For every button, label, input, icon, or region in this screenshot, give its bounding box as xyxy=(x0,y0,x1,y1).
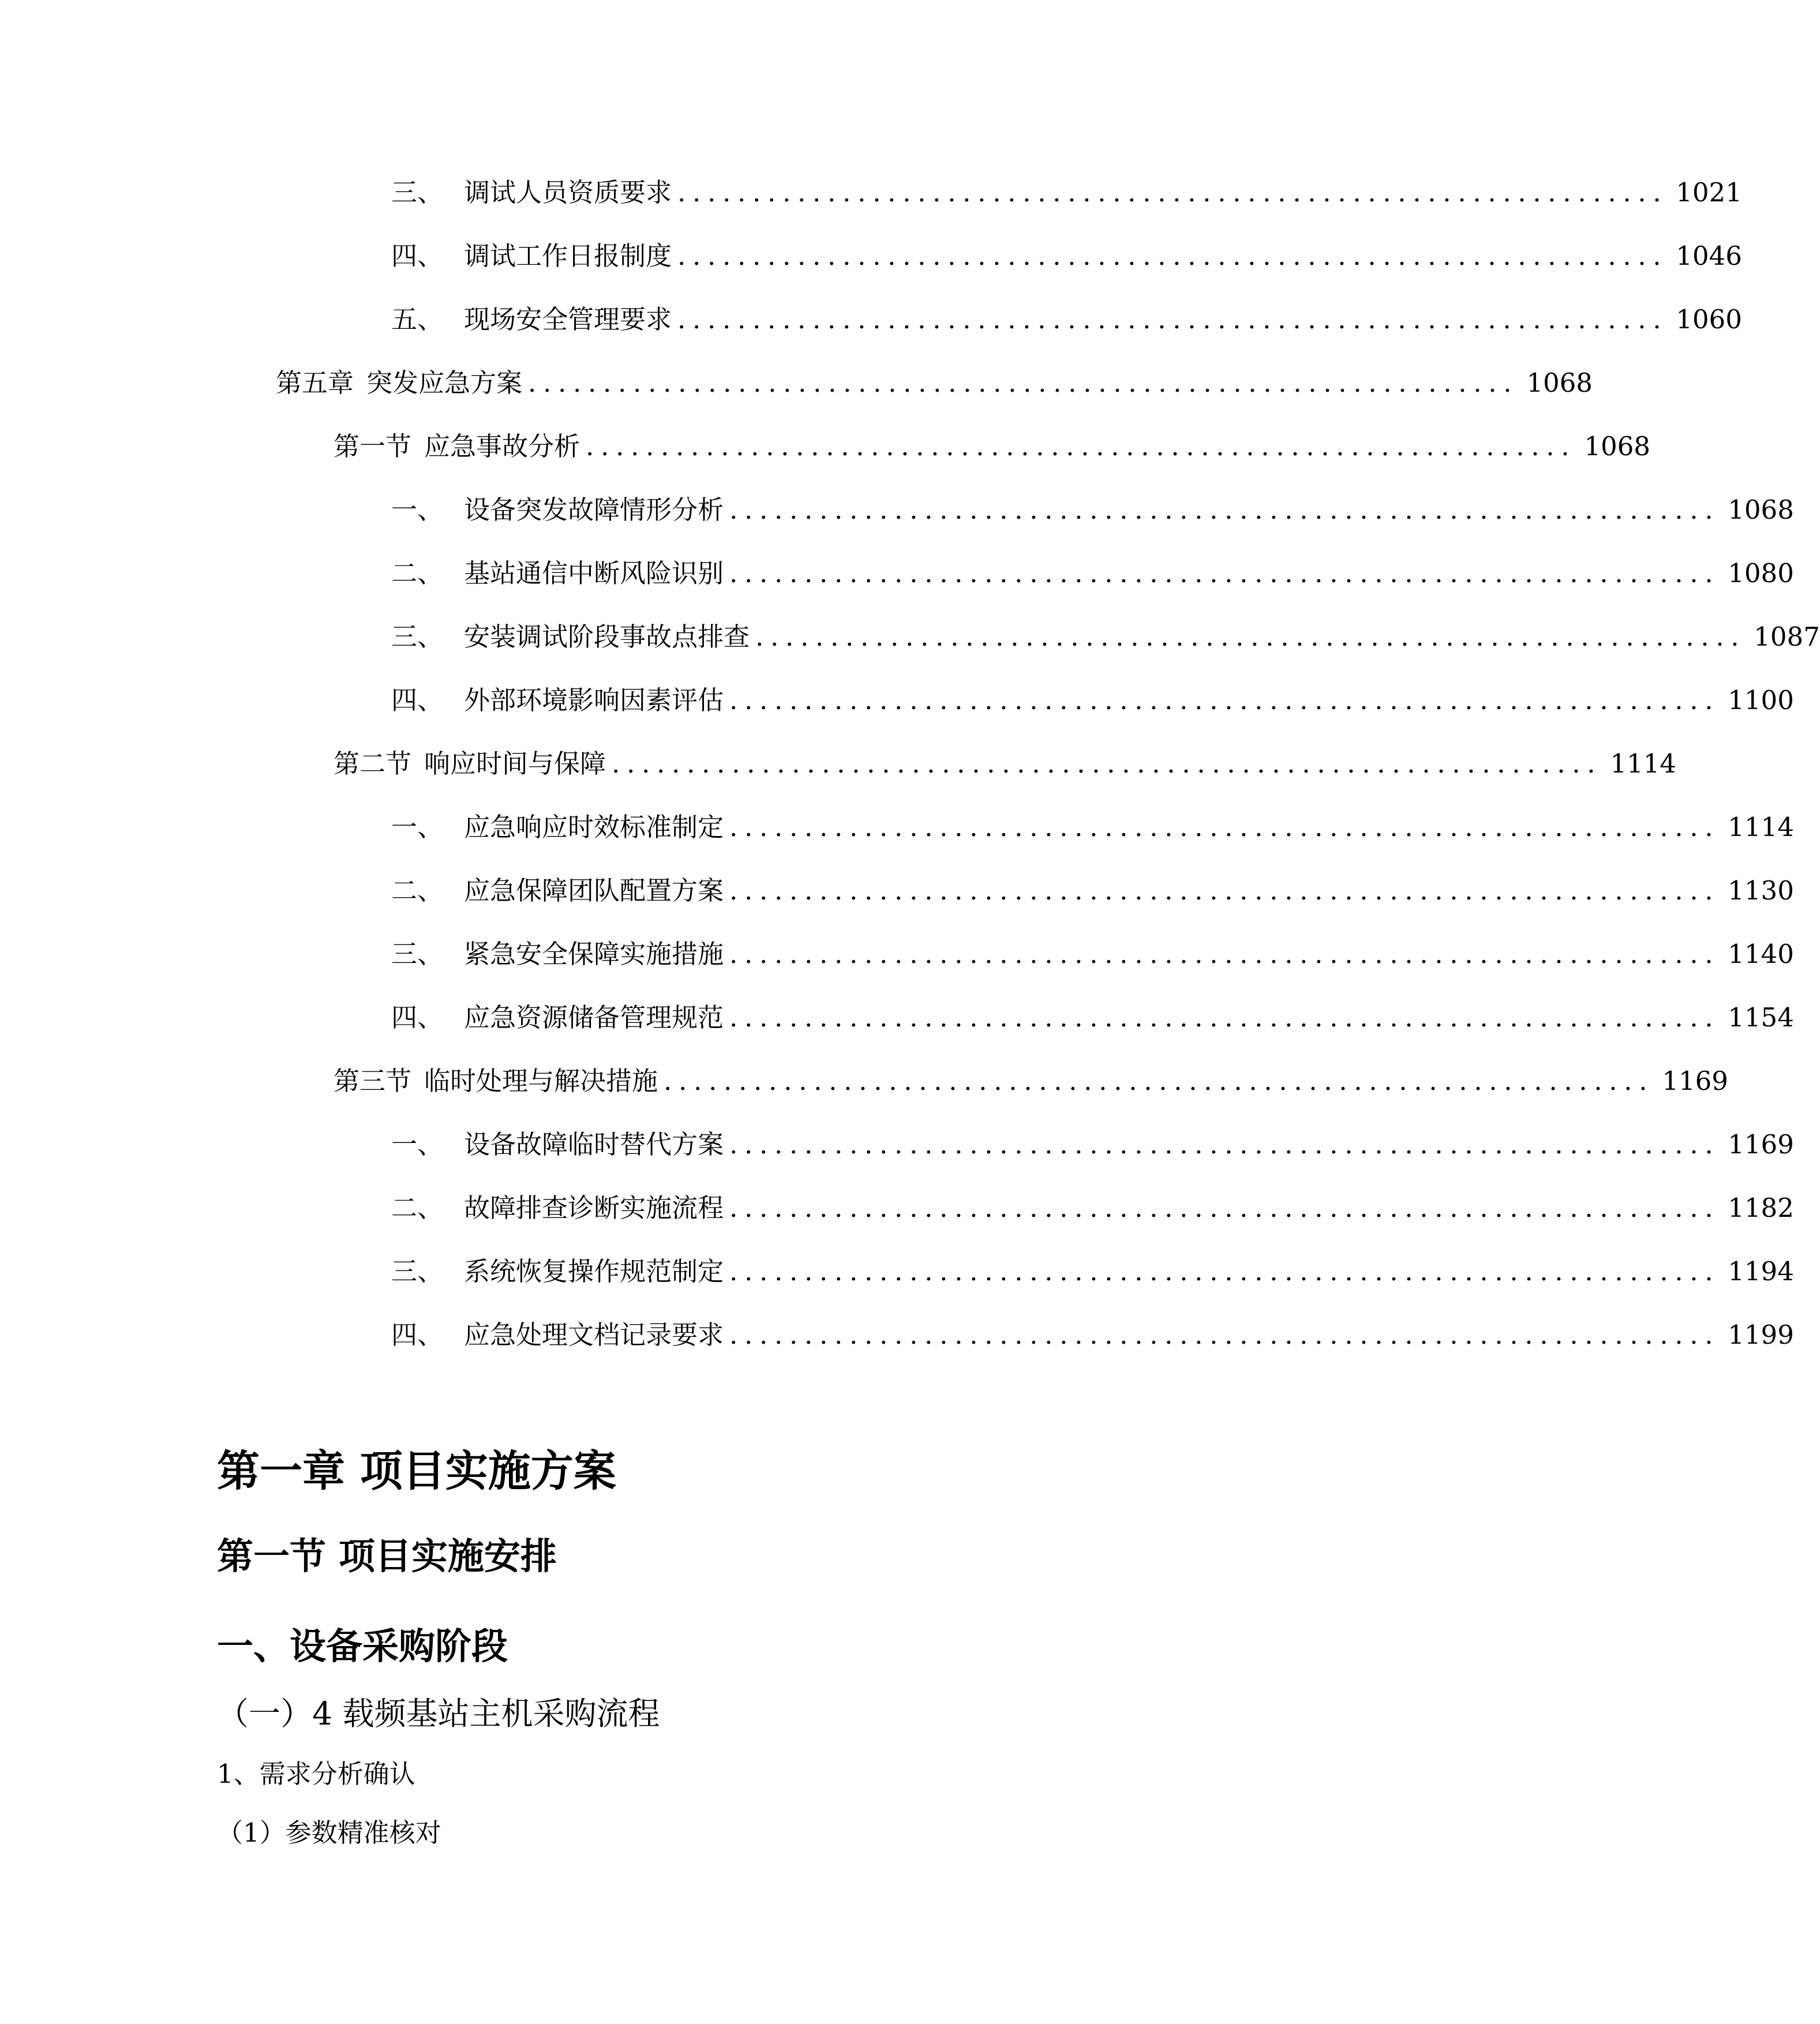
toc-entry-title: 设备故障临时替代方案 xyxy=(464,1129,724,1160)
toc-entry-page: 1068 xyxy=(1584,431,1650,462)
toc-dot-leader: .................................................................. xyxy=(586,431,1576,462)
toc-entry-number: 四、 xyxy=(391,1002,444,1033)
toc-entry-page: 1140 xyxy=(1728,939,1794,969)
toc-entry-title: 调试工作日报制度 xyxy=(464,241,672,271)
toc-entry-page: 1199 xyxy=(1728,1320,1794,1350)
toc-dot-leader: .................................................................. xyxy=(729,1320,1720,1350)
toc-entry-section[interactable] xyxy=(334,429,1650,464)
toc-entry-title: 安装调试阶段事故点排查 xyxy=(464,621,750,652)
toc-entry-chapter[interactable] xyxy=(276,366,1593,400)
toc-dot-leader: .................................................................. xyxy=(677,241,1668,271)
toc-entry-page: 1068 xyxy=(1526,368,1593,398)
toc-dot-leader: .................................................................. xyxy=(755,621,1746,652)
toc-entry-title: 系统恢复操作规范制定 xyxy=(464,1256,724,1287)
toc-dot-leader: .................................................................. xyxy=(729,1193,1720,1223)
toc-entry-number: 第五章 xyxy=(276,368,354,398)
toc-entry-title: 设备突发故障情形分析 xyxy=(464,494,724,525)
chapter-heading: 第一章 项目实施方案 xyxy=(217,1446,616,1496)
toc-dot-leader: .................................................................. xyxy=(677,304,1668,335)
toc-entry-section[interactable] xyxy=(334,747,1676,781)
toc-entry-title: 基站通信中断风险识别 xyxy=(464,558,724,589)
toc-entry-page: 1046 xyxy=(1676,241,1742,271)
toc-entry-number: 第三节 xyxy=(334,1066,412,1096)
toc-entry-page: 1080 xyxy=(1728,558,1794,589)
toc-entry-number: 四、 xyxy=(391,241,444,271)
toc-entry-number: 二、 xyxy=(391,558,444,589)
subsection-heading: 一、设备采购阶段 xyxy=(217,1625,508,1667)
toc-entry-title: 应急处理文档记录要求 xyxy=(464,1320,724,1350)
toc-entry-title: 应急事故分析 xyxy=(424,431,581,462)
toc-entry-page: 1068 xyxy=(1728,494,1794,525)
toc-entry[interactable] xyxy=(391,302,1742,337)
toc-entry-page: 1114 xyxy=(1610,748,1676,779)
toc-entry[interactable] xyxy=(391,1318,1794,1352)
toc-entry-title: 临时处理与解决措施 xyxy=(424,1066,658,1096)
toc-dot-leader: .................................................................. xyxy=(729,494,1720,525)
toc-entry-number: 四、 xyxy=(391,1320,444,1350)
toc-entry-page: 1169 xyxy=(1662,1066,1728,1096)
toc-entry-number: 三、 xyxy=(391,621,444,652)
toc-entry-number: 一、 xyxy=(391,1129,444,1160)
toc-dot-leader: .................................................................. xyxy=(664,1066,1654,1096)
toc-dot-leader: .................................................................. xyxy=(729,812,1720,842)
toc-entry[interactable] xyxy=(391,620,1820,654)
toc-entry-title: 紧急安全保障实施措施 xyxy=(464,939,724,969)
toc-entry-number: 第一节 xyxy=(334,431,412,462)
toc-entry-page: 1114 xyxy=(1728,812,1794,842)
toc-entry-title: 应急保障团队配置方案 xyxy=(464,875,724,906)
toc-entry-number: 三、 xyxy=(391,939,444,969)
toc-entry-page: 1021 xyxy=(1676,177,1742,208)
toc-entry[interactable] xyxy=(391,1000,1794,1035)
toc-entry-page: 1060 xyxy=(1676,304,1742,335)
toc-dot-leader: .................................................................. xyxy=(729,1129,1720,1160)
toc-entry-number: 五、 xyxy=(391,304,444,335)
toc-entry[interactable] xyxy=(391,1254,1794,1289)
toc-entry[interactable] xyxy=(391,937,1794,972)
toc-dot-leader: .................................................................. xyxy=(729,875,1720,906)
toc-entry[interactable] xyxy=(391,683,1794,718)
toc-entry-number: 四、 xyxy=(391,685,444,715)
toc-dot-leader: .................................................................. xyxy=(729,685,1720,715)
toc-entry-title: 外部环境影响因素评估 xyxy=(464,685,724,715)
section-heading: 第一节 项目实施安排 xyxy=(217,1535,557,1577)
toc-entry-number: 三、 xyxy=(391,177,444,208)
toc-entry-title: 响应时间与保障 xyxy=(424,748,606,779)
subitem-heading: （1）参数精准核对 xyxy=(217,1817,441,1848)
toc-dot-leader: .................................................................. xyxy=(528,368,1519,398)
toc-entry-number: 二、 xyxy=(391,875,444,906)
toc-entry-page: 1154 xyxy=(1728,1002,1794,1033)
toc-entry-page: 1087 xyxy=(1754,621,1820,652)
toc-entry[interactable] xyxy=(391,1191,1794,1225)
toc-entry-page: 1169 xyxy=(1728,1129,1794,1160)
toc-entry[interactable] xyxy=(391,810,1794,845)
toc-dot-leader: .................................................................. xyxy=(729,939,1720,969)
toc-entry-number: 第二节 xyxy=(334,748,412,779)
toc-entry-page: 1194 xyxy=(1728,1256,1794,1287)
toc-entry[interactable] xyxy=(391,556,1794,591)
toc-entry[interactable] xyxy=(391,239,1742,273)
toc-entry[interactable] xyxy=(391,493,1794,527)
toc-entry-title: 调试人员资质要求 xyxy=(464,177,672,208)
toc-entry-title: 现场安全管理要求 xyxy=(464,304,672,335)
toc-entry-title: 应急响应时效标准制定 xyxy=(464,812,724,842)
toc-entry-page: 1100 xyxy=(1728,685,1794,715)
toc-entry-page: 1130 xyxy=(1728,875,1794,906)
toc-entry-page: 1182 xyxy=(1728,1193,1794,1223)
toc-entry-number: 三、 xyxy=(391,1256,444,1287)
toc-entry[interactable] xyxy=(391,175,1742,210)
item-heading: 1、需求分析确认 xyxy=(217,1759,415,1789)
toc-entry[interactable] xyxy=(391,874,1794,908)
toc-dot-leader: .................................................................. xyxy=(729,1256,1720,1287)
toc-entry-title: 突发应急方案 xyxy=(366,368,523,398)
toc-entry-title: 故障排查诊断实施流程 xyxy=(464,1193,724,1223)
subsubsection-heading: （一）4 载频基站主机采购流程 xyxy=(217,1695,660,1732)
toc-dot-leader: .................................................................. xyxy=(729,558,1720,589)
toc-entry-title: 应急资源储备管理规范 xyxy=(464,1002,724,1033)
toc-entry-section[interactable] xyxy=(334,1064,1728,1099)
toc-entry[interactable] xyxy=(391,1127,1794,1162)
toc-dot-leader: .................................................................. xyxy=(677,177,1668,208)
toc-entry-number: 二、 xyxy=(391,1193,444,1223)
toc-dot-leader: .................................................................. xyxy=(729,1002,1720,1033)
toc-dot-leader: .................................................................. xyxy=(612,748,1602,779)
toc-entry-number: 一、 xyxy=(391,812,444,842)
toc-entry-number: 一、 xyxy=(391,494,444,525)
